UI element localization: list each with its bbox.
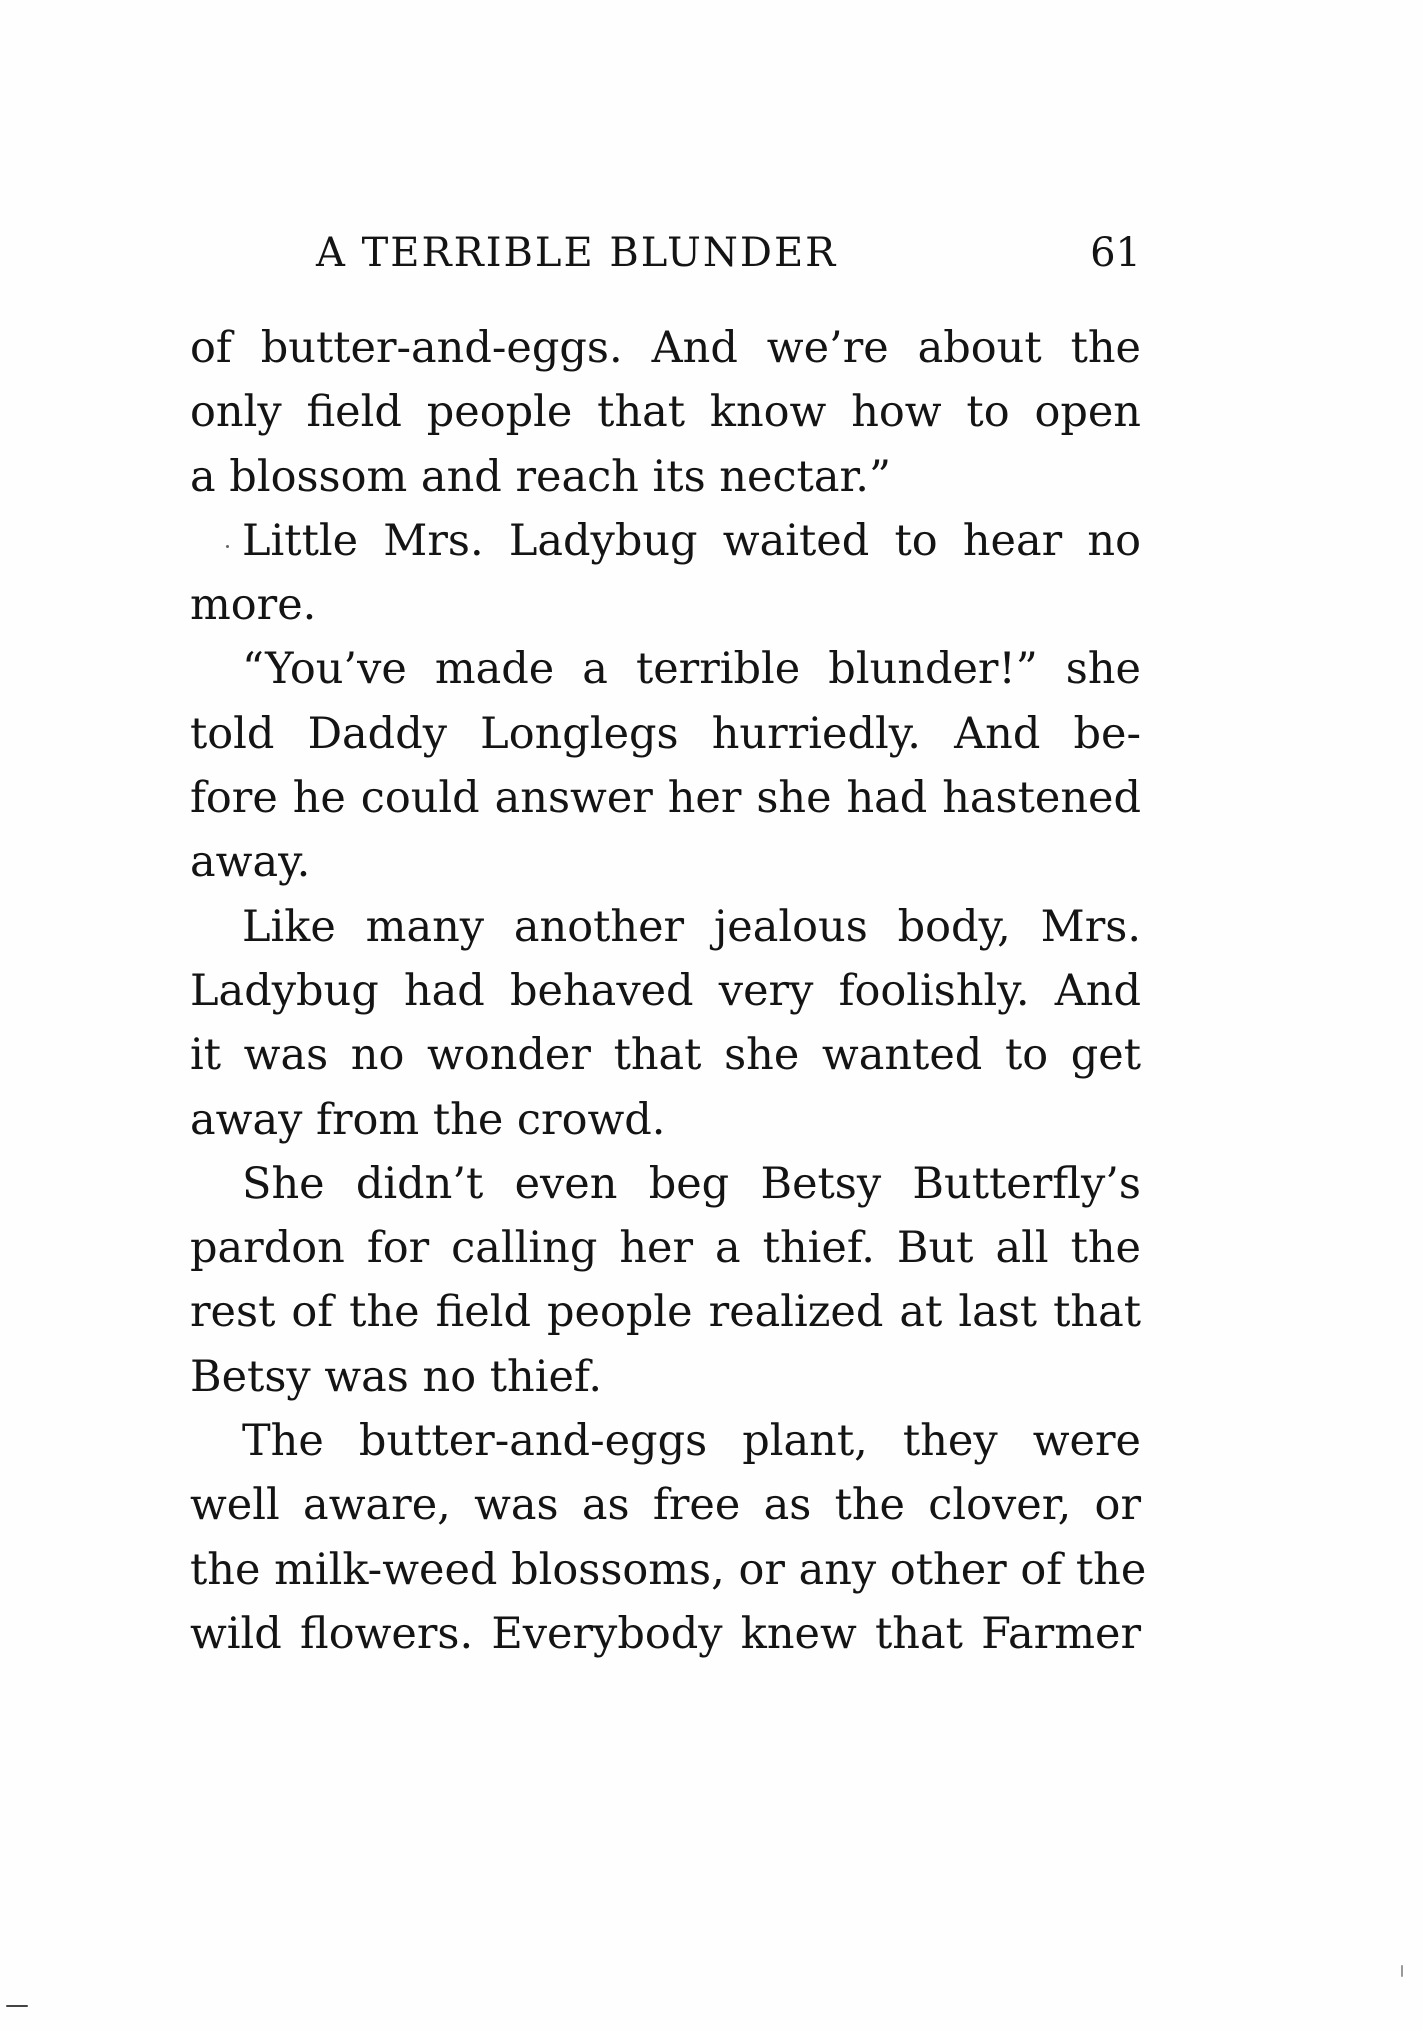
text-line: fore he could answer her she had hastened bbox=[190, 773, 1141, 824]
scan-speck bbox=[6, 2005, 28, 2007]
text-line: Like many another jealous body, Mrs. bbox=[242, 901, 1141, 952]
text-line: it was no wonder that she wanted to get bbox=[190, 1030, 1141, 1081]
text-line: “You’ve made a terrible blunder!” she bbox=[242, 644, 1141, 695]
text-line: only field people that know how to open bbox=[190, 387, 1141, 438]
text-line: more. bbox=[190, 580, 317, 631]
text-line: told Daddy Longlegs hurriedly. And be- bbox=[190, 708, 1141, 759]
chapter-title: A TERRIBLE BLUNDER bbox=[316, 230, 838, 276]
text-line: a blossom and reach its nectar.” bbox=[190, 451, 891, 502]
text-line: The butter-and-eggs plant, they were bbox=[242, 1416, 1141, 1467]
text-line: Betsy was no thief. bbox=[190, 1351, 603, 1402]
text-line: well aware, was as free as the clover, or bbox=[190, 1480, 1141, 1531]
text-line: away. bbox=[190, 837, 311, 888]
text-line: She didn’t even beg Betsy Butterfly’s bbox=[242, 1158, 1141, 1209]
text-line: of butter-and-eggs. And we’re about the bbox=[190, 323, 1141, 373]
text-line: pardon for calling her a thief. But all the bbox=[190, 1223, 1141, 1274]
text-line: the milk-weed blossoms, or any other of the bbox=[190, 1544, 1147, 1595]
text-line: Ladybug had behaved very foolishly. And bbox=[190, 965, 1141, 1016]
page-number: 61 bbox=[1090, 230, 1141, 276]
scan-speck bbox=[1401, 1965, 1403, 1977]
text-line: Little Mrs. Ladybug waited to hear no bbox=[242, 515, 1141, 566]
text-line: rest of the field people realized at last that bbox=[190, 1287, 1141, 1338]
body-text bbox=[190, 316, 1147, 1666]
text-line: away from the crowd. bbox=[190, 1094, 666, 1145]
scan-speck bbox=[226, 545, 229, 548]
running-head bbox=[190, 222, 1141, 284]
text-line: wild flowers. Everybody knew that Farmer bbox=[190, 1608, 1141, 1659]
